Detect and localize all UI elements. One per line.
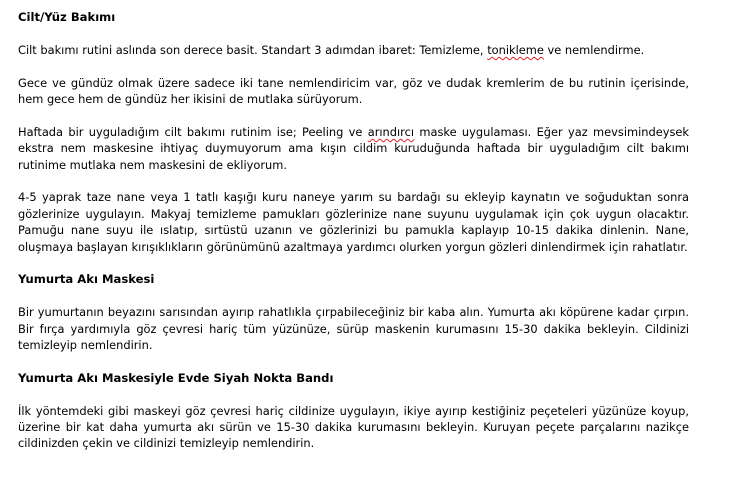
paragraph-mint-eye-treatment: 4-5 yaprak taze nane veya 1 tatlı kaşığı kuru naneye yarım su bardağı su ekleyip kaynatın ve soğuduktan sonra gözlerinize uygulayın. Makyaj temizleme pamukları gözlerinize nane suyunu uygulamak için çok uygun olacaktır. Pamuğu nane suyu ile ıslatıp, sırtüstü uzanın ve gözlerinizi bu pamukla kaplayıp 10-15 dakika dinlenin. Nane, oluşmaya başlayan kırışıklıkların görünümünü azaltmaya yardımcı olurken yorgun gözleri dinlendirmek için rahatlatır. xyxy=(18,190,689,254)
section-heading-egg-white-mask: Yumurta Akı Maskesi xyxy=(18,272,155,287)
paragraph-text: Cilt bakımı rutini aslında son derece basit. Standart 3 adımdan ibaret: Temizleme, xyxy=(18,42,488,57)
paragraph-weekly-routine xyxy=(18,124,689,173)
section-heading-skin-care: Cilt/Yüz Bakımı xyxy=(18,10,116,24)
document-body xyxy=(18,9,689,468)
paragraph-text: maske uygulaması. Eğer yaz mevsimindeysek ekstra nem maskesine ihtiyaç duymuyorum ama kışın cildim kuruduğunda haftada bir uyguladığım cilt bakımı rutinime mutlaka nem maskesini de ekliyorum. xyxy=(18,124,689,172)
paragraph-text: Haftada bir uyguladığım cilt bakımı rutinim ise; Peeling ve xyxy=(18,124,368,139)
misspelled-word[interactable]: tonikleme xyxy=(487,42,544,57)
section-heading-blackhead-strip: Yumurta Akı Maskesiyle Evde Siyah Nokta Bandı xyxy=(18,370,334,385)
paragraph-routine-intro xyxy=(18,42,689,58)
paragraph-moisturizers: Gece ve gündüz olmak üzere sadece iki tane nemlendiricim var, göz ve dudak kremlerim de bu rutinin içerisinde, hem gece hem de gündüz her ikisini de mutlaka sürüyorum. xyxy=(18,75,689,106)
misspelled-word[interactable]: arındırcı xyxy=(367,124,415,139)
paragraph-egg-white-mask: Bir yumurtanın beyazını sarısından ayırıp rahatlıkla çırpabileceğiniz bir kaba alın. Yumurta akı köpürene kadar çırpın. Bir fırça yardımıyla göz çevresi hariç tüm yüzünüze, sürüp maskenin kurumasını 15-30 dakika bekleyin. Cildinizi temizleyip nemlendirin. xyxy=(18,305,689,353)
paragraph-blackhead-strip: İlk yöntemdeki gibi maskeyi göz çevresi hariç cildinize uygulayın, ikiye ayırıp kestiğiniz peçeteleri yüzünüze koyup, üzerine bir kat daha yumurta akı sürün ve 15-30 dakika kurumasını bekleyin. Kuruyan peçete parçalarını nazikçe cildinizden çekin ve cildinizi temizleyip nemlendirin. xyxy=(18,403,689,451)
paragraph-text: ve nemlendirme. xyxy=(543,42,645,57)
